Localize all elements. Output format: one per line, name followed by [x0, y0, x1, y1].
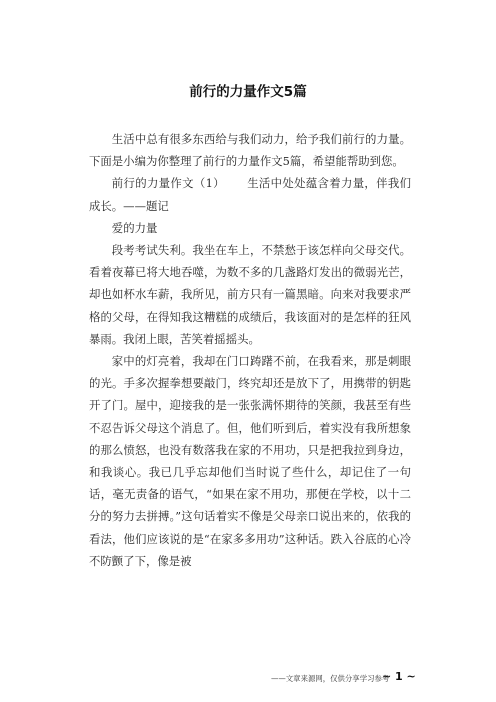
footer-note: ——文章来源网，仅供分享学习参考	[271, 674, 390, 683]
essay-number-heading: 前行的力量作文（1）	[111, 176, 225, 191]
body-paragraph: 家中的灯亮着，我却在门口踌躇不前，在我看来，那是刺眼的光。手多次握拳想要敲门，终究却还是放下了，用携带的钥匙开了门。屋中，迎接我的是一张张满怀期待的笑颜，我甚至有些不忍告诉父母这个消息了。但，他们听到后，着实没有我所想象的那么愤怒，也没有数落我在家的不用功，只是把我拉到身边，和我谈心。我已几乎忘却他们当时说了些什么，却记住了一句话，毫无责备的语气，“如果在家不用功，那便在学校，以十二分的努力去拼搏。”这句话着实不像是父母亲口说出来的，依我的看法，他们应该说的是“在家多多用功”这种话。跌入谷底的心冷不防颤了下，像是被	[89, 354, 411, 568]
epigraph-text: 生活中处处蕴含着力量，伴我们成长。——题记	[89, 176, 411, 213]
page-number: ~ 1 ~	[382, 670, 416, 683]
section-subtitle: 爱的力量	[111, 220, 158, 235]
intro-paragraph: 生活中总有很多东西给与我们动力，给予我们前行的力量。下面是小编为你整理了前行的力量作文5篇，希望能帮助到您。	[89, 132, 411, 169]
body-paragraph: 段考考试失利。我坐在车上，不禁愁于该怎样向父母交代。看着夜幕已将大地吞噬，为数不多的几盏路灯发出的微弱光芒，却也如杯水车薪，我所见，前方只有一篇黑暗。向来对我要求严格的父母，在得知我这糟糕的成绩后，我该面对的是怎样的狂风暴雨。我闭上眼，苦笑着摇摇头。	[89, 243, 411, 346]
document-title: 前行的力量作文5篇	[189, 84, 307, 100]
document-body	[89, 128, 411, 572]
essay-heading-line	[89, 172, 411, 216]
